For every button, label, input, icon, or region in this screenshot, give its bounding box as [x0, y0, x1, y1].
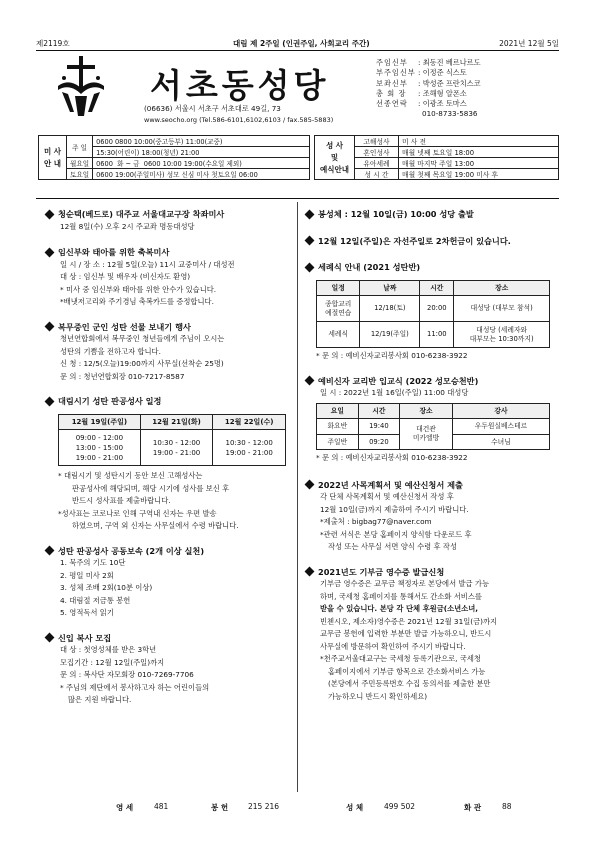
notice-heading: [46, 632, 290, 645]
notice-line: 일 시 : 2022년 1월 16일(주일) 11:00 대성당: [320, 388, 469, 397]
diamond-bullet-icon: [45, 247, 55, 257]
catechumen-table: [316, 403, 550, 451]
staff-row: [376, 58, 481, 68]
confession-times: 10:30 - 12:00 19:00 - 21:00: [213, 430, 286, 466]
staff-name: : 박성준 프란치스코: [418, 78, 481, 88]
sacrament-time: 미 사 전: [399, 136, 559, 147]
catechumen-cell: 19:40: [358, 419, 399, 435]
catechumen-header: 강사: [452, 403, 549, 419]
catechumen-cell: 우두원실베스테르: [452, 419, 549, 435]
notice-heading: [306, 208, 558, 221]
notice-heading: [46, 246, 290, 259]
notice-line: 4. 대림절 저금통 봉헌: [60, 595, 131, 605]
notice-pregnancy-blessing: [46, 246, 290, 309]
staff-role: [376, 109, 418, 119]
sacrament-type: 혼인성사: [355, 147, 399, 158]
notice-title: 2022년 사목계획서 및 예산신청서 제출: [318, 479, 463, 490]
notice-line: * 문 의 : 예비신자교리봉사회 010-6238-3922: [316, 453, 468, 462]
baptism-cell: 대성당 (대부모 참석): [454, 296, 550, 322]
notice-heading: [306, 479, 558, 492]
sacrament-time: 매월 넷째 토요일 18:00: [399, 147, 559, 158]
notice-title: 2021년도 기부금 영수증 발급신청: [318, 566, 445, 577]
baptism-cell: 20:00: [420, 296, 454, 322]
church-logo-icon: [52, 56, 110, 118]
notice-line: 12월 8일(수) 오후 2시 주교좌 명동대성당: [60, 221, 195, 231]
notice-line: 문 의 : 청년연합회장 010-7217-8587: [60, 371, 185, 381]
confession-date-header: 12월 22일(수): [213, 414, 286, 430]
sacrament-table: [314, 135, 559, 180]
baptism-cell: 11:00: [420, 322, 454, 348]
mass-day: 주 일: [67, 136, 93, 158]
baptism-header: 시간: [420, 280, 454, 296]
bulletin-date: 2021년 12월 5일: [499, 39, 559, 48]
baptism-header: 일정: [317, 280, 360, 296]
notice-installation-mass: [46, 208, 290, 233]
sacrament-label: 성 사 및 예식안내: [315, 136, 355, 180]
baptism-header: 날짜: [360, 280, 420, 296]
sacrament-type: 성 시 간: [355, 169, 399, 180]
sacrament-type: 유아세례: [355, 158, 399, 169]
notice-heading: [46, 395, 290, 408]
notice-title: 12월 12일(주일)은 자선주일로 2차헌금이 있습니다.: [318, 235, 511, 246]
confession-date-header: 12월 21일(화): [140, 414, 213, 430]
sacrament-time: 매월 마지막 주일 13:00: [399, 158, 559, 169]
diamond-bullet-icon: [45, 322, 55, 332]
stat-label: 영 세: [116, 803, 134, 812]
notice-line: 3. 성체 조배 2회(10분 이상): [60, 583, 153, 592]
mass-day-weekday: 화 ~ 금: [117, 160, 140, 168]
notice-charity-sunday: [306, 235, 558, 248]
sacrament-time: 매월 첫째 목요일 19:00 미사 후: [399, 169, 559, 180]
staff-phone: 010-8733-5836: [422, 109, 478, 119]
notice-line: 성탄의 기쁨을 전하고자 합니다.: [60, 346, 161, 356]
notice-line: 하였으며, 구역 외 신자는 사무실에서 수령 바랍니다.: [72, 521, 239, 530]
notice-line: 많은 지원 바랍니다.: [68, 695, 132, 704]
notice-line: * 대림시기 및 성탄시기 동안 보신 고해성사는: [58, 471, 203, 480]
notice-line: 사무실에 방문하여 확인하여 주시기 바랍니다.: [320, 641, 466, 651]
notice-title: 임신부와 태아를 위한 축복미사: [58, 247, 170, 257]
stat-value: 499 502: [384, 802, 416, 811]
column-divider: [297, 202, 298, 792]
notice-line: 문 의 : 복사단 자모회장 010-7269-7706: [60, 670, 194, 679]
catechumen-header: 요일: [317, 403, 359, 419]
staff-row: [376, 109, 481, 119]
stat-label: 성 체: [346, 803, 364, 812]
stat-label: 봉 헌: [211, 803, 229, 812]
notice-title: 성탄 판공성사 공동보속 (2개 이상 실천): [58, 545, 205, 556]
notice-line: 2. 평일 미사 2회: [60, 570, 114, 580]
staff-role: 총 회 장: [376, 88, 407, 98]
section-rule: [36, 198, 559, 199]
notice-line: *관련 서식은 본당 홈페이지 양식함 다운로드 후: [320, 529, 472, 539]
stat-value: 215 216: [248, 802, 280, 811]
notice-altar-server: [46, 632, 290, 707]
diamond-bullet-icon: [45, 396, 55, 406]
notice-title: 복무중인 군인 성탄 선물 보내기 행사: [58, 321, 191, 332]
diamond-bullet-icon: [305, 236, 315, 246]
notice-line: 각 단체 사목계획서 및 예산신청서 작성 후: [320, 492, 454, 501]
catechumen-cell: 화요반: [317, 419, 359, 435]
catechumen-cell: 09:20: [358, 434, 399, 450]
staff-name: : 이광조 토마스: [418, 99, 467, 109]
notice-soldier-gift: [46, 321, 290, 384]
notice-title: 세례식 안내 (2021 성탄반): [318, 262, 421, 272]
catechumen-header: 장소: [400, 403, 453, 419]
notice-line: 작성 또는 사무실 서면 양식 수령 후 작성: [328, 542, 458, 551]
diamond-bullet-icon: [305, 262, 315, 272]
staff-row: [376, 99, 481, 109]
notice-line: *제출처 : bigbag77@naver.com: [320, 517, 432, 526]
baptism-table: [316, 280, 550, 349]
notice-line: 모집기간 : 12월 12일(주일)까지: [60, 657, 165, 667]
church-contact: www.seocho.org (Tel.586-6101,6102,6103 / fax.585-5883): [144, 116, 334, 124]
baptism-cell: 대성당 (세례자와 대부모는 10:30까지): [454, 322, 550, 348]
baptism-cell: 세례식: [317, 322, 360, 348]
notice-line: 판공성사에 해당되며, 해당 시기에 성사를 보신 후: [72, 483, 230, 493]
staff-role: 부주임신부: [376, 68, 416, 78]
staff-name: : 최동진 베르나르도: [418, 58, 481, 67]
notice-line: 일 시 / 장 소 : 12월 5일(오늘) 11시 교중미사 / 대성전: [60, 259, 235, 269]
mass-day: 토요일: [67, 169, 93, 180]
baptism-cell: 12/18(토): [360, 296, 420, 322]
catechumen-cell: 주일반: [317, 434, 359, 450]
notice-line: 대 상 : 임신부 및 배우자 (비신자도 환영): [60, 272, 191, 281]
notice-line: 신 청 : 12/5(오늘)19:00까지 사무실(선착순 25명): [60, 359, 224, 368]
staff-role: 선종연락: [376, 99, 408, 109]
staff-name: : 조해형 알폰소: [418, 88, 467, 98]
notice-common-penance: [46, 545, 290, 620]
baptism-cell: 종합교리 예절연습: [317, 296, 360, 322]
notice-title: 예비신자 교리반 입교식 (2022 성모승천반): [318, 375, 479, 386]
notice-line: * 미사 중 임신부와 태아를 위한 안수가 있습니다.: [60, 284, 217, 294]
notice-line: * 문 의 : 예비신자교리봉사회 010-6238-3922: [316, 351, 468, 360]
notice-line: 대 상 : 첫영성체를 받은 3학년: [60, 645, 157, 654]
notice-line: (본당에서 주민등록번호 수집 동의서를 제출한 분만: [328, 679, 491, 688]
staff-list: [376, 58, 481, 120]
mass-schedule-table: [38, 135, 310, 180]
catechumen-cell: 수녀님: [452, 434, 549, 450]
mass-schedule-label: 미 사 안 내: [39, 136, 67, 180]
catechumen-header: 시간: [358, 403, 399, 419]
notice-heading: [306, 566, 558, 579]
right-column: [306, 208, 558, 703]
diamond-bullet-icon: [305, 376, 315, 386]
notice-donation-receipt: [306, 566, 558, 704]
notice-line: 5. 영적독서 읽기: [60, 608, 114, 617]
staff-role: 주임신부: [376, 58, 408, 67]
staff-name: : 이정준 식스토: [418, 68, 467, 78]
stat-value: 481: [154, 802, 169, 811]
mass-times: 0600 0800 10:00(중고등부) 11:00(교중): [93, 136, 310, 147]
liturgical-week: 대림 제 2주일 (인권주일, 사회교리 주간): [233, 39, 370, 48]
diamond-bullet-icon: [305, 209, 315, 219]
notice-line: 빈첸시오, 제소자)영수증은 2021년 12월 31일(금)까지: [320, 616, 498, 626]
baptism-cell: 12/19(주일): [360, 322, 420, 348]
left-column: [46, 208, 290, 707]
notice-confession-schedule: [46, 395, 290, 533]
church-title: 서초동성당: [150, 66, 330, 105]
confession-times: 09:00 - 12:00 13:00 - 15:00 19:00 - 21:00: [59, 430, 141, 466]
notice-line: *배냇저고리와 주기경님 축복카드를 증정합니다.: [60, 297, 214, 306]
baptism-header: 장소: [454, 280, 550, 296]
notice-line: 홈페이지에서 기부금 항목으로 간소화서비스 가능: [328, 666, 486, 676]
notice-line: * 주님의 제단에서 봉사하고자 하는 어린이들의: [60, 682, 210, 692]
notice-baptism: [306, 261, 558, 363]
staff-row: [376, 89, 481, 99]
header-rule: [36, 50, 559, 51]
notice-heading: [46, 208, 290, 221]
mass-times: [93, 158, 310, 169]
notice-heading: [306, 375, 558, 388]
notice-line: *천주교서울대교구는 국세청 등록기관으로, 국세청: [320, 654, 481, 663]
confession-times: 10:30 - 12:00 19:00 - 21:00: [140, 430, 213, 466]
notice-line: 교무금 봉헌에 입력한 부분만 발급 가능하오니, 반드시: [320, 629, 492, 638]
notice-heading: [46, 321, 290, 334]
notice-title: 청순택(베드로) 대주교 서울대교구장 착좌미사: [58, 209, 225, 219]
notice-line: 청년연합회에서 복무중인 청년들에게 주님이 오시는: [60, 334, 225, 343]
staff-row: [376, 68, 481, 78]
notice-title: 신입 복사 모집: [58, 632, 112, 643]
diamond-bullet-icon: [305, 567, 315, 577]
mass-times: 15:30(어린이) 18:00(청년) 21:00: [93, 147, 310, 158]
notice-line: 받을 수 있습니다. 본당 각 단체 후원금(소년소녀,: [320, 604, 479, 613]
staff-role: 보좌신부: [376, 78, 408, 88]
sacrament-type: 고해성사: [355, 136, 399, 147]
mass-day: 월요일: [67, 158, 93, 169]
notice-line: 하며, 국세청 홈페이지를 통해서도 간소화 서비스를: [320, 591, 482, 601]
notice-title: 봉성체 : 12월 10일(금) 10:00 성당 출발: [318, 209, 474, 219]
diamond-bullet-icon: [45, 633, 55, 643]
staff-row: [376, 79, 481, 89]
diamond-bullet-icon: [45, 209, 55, 219]
notice-heading: [306, 235, 558, 248]
stat-label: 화 관: [464, 803, 482, 812]
mass-time-mon: 0600: [96, 160, 113, 168]
notice-line: 가능하오니 반드시 확인하세요): [328, 691, 428, 701]
catechumen-cell: 대건관 미카엘방: [400, 419, 453, 450]
sacrament-stats-footer: [36, 802, 559, 814]
diamond-bullet-icon: [305, 480, 315, 490]
bulletin-header: [36, 38, 559, 48]
notice-heading: [306, 261, 558, 274]
notice-line: 12월 10일(금)까지 제출하여 주시기 바랍니다.: [320, 504, 469, 514]
notice-home-communion: [306, 208, 558, 221]
notice-title: 대림시기 성탄 판공성사 일정: [58, 396, 162, 406]
church-address: (06636) 서울시 서초구 서초대로 49길, 73: [144, 104, 281, 113]
notice-line: 1. 묵주의 기도 10단: [60, 558, 126, 567]
notice-line: *성사표는 코로나로 인해 구역내 신자는 우편 발송: [58, 508, 217, 518]
notice-line: 반드시 성사표를 제출바랍니다.: [72, 496, 171, 505]
notice-heading: [46, 545, 290, 558]
stat-value: 88: [502, 802, 512, 811]
notice-catechumen: [306, 375, 558, 465]
confession-date-header: 12월 19일(주일): [59, 414, 141, 430]
confession-table: [58, 414, 286, 467]
notice-pastoral-plan: [306, 479, 558, 554]
notice-line: 기부금 영수증은 교무금 책정자로 본당에서 발급 가능: [320, 579, 489, 588]
issue-number: 제2119호: [36, 39, 70, 48]
mass-time-weekday: 0600 10:00 19:00(수요일 제외): [143, 160, 242, 168]
diamond-bullet-icon: [45, 546, 55, 556]
mass-times: 0600 19:00(주일미사) 성모 신심 미사 첫토요일 06:00: [93, 169, 310, 180]
